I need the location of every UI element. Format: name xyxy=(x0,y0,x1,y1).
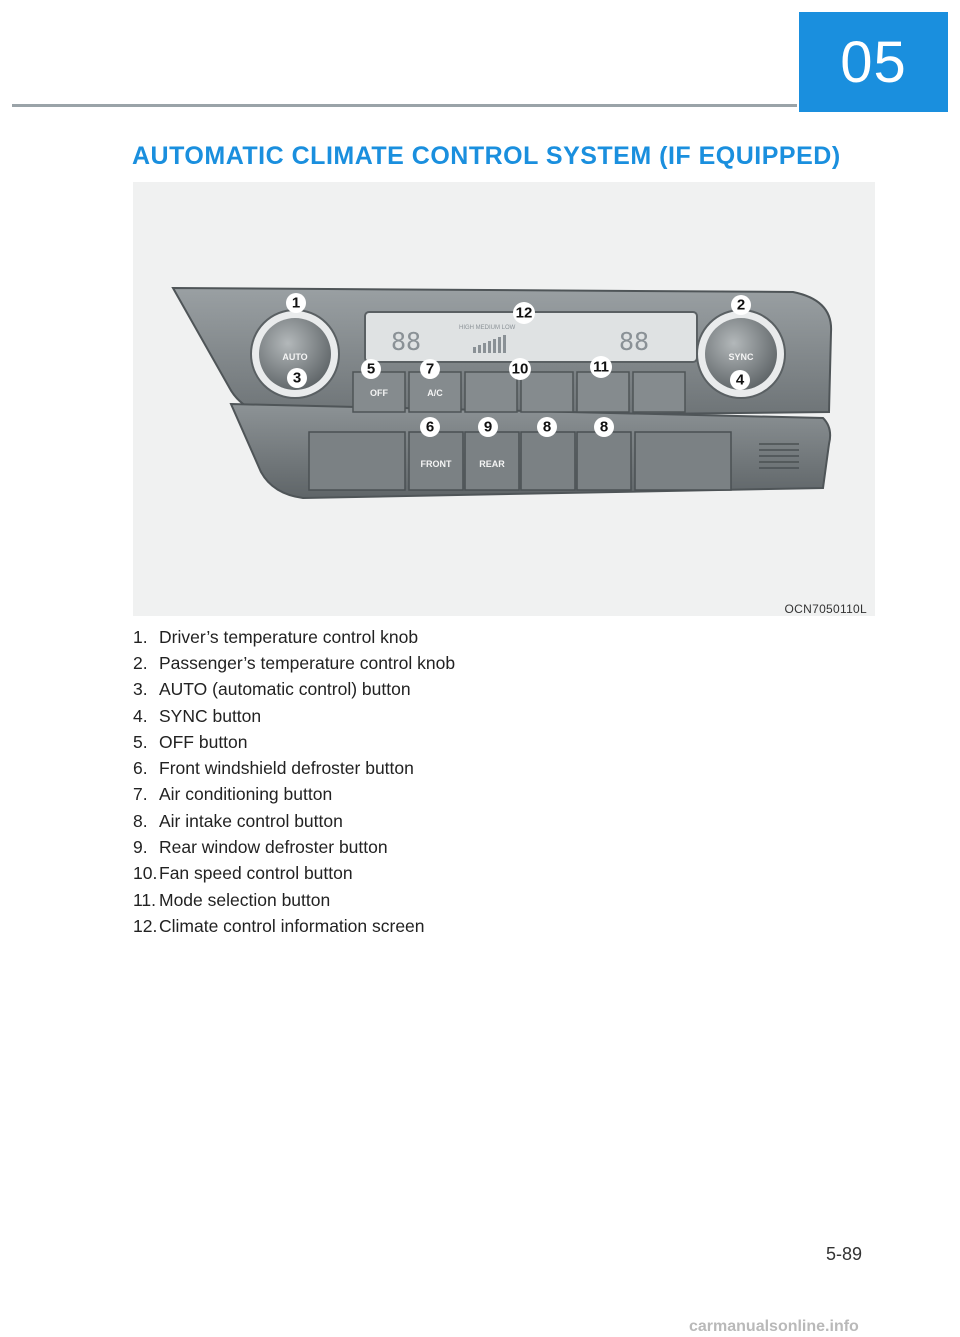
display-right-temp: 88 xyxy=(619,327,650,356)
mode-button-shape xyxy=(577,372,629,412)
list-item-number: 12. xyxy=(133,915,158,936)
figure-code: OCN7050110L xyxy=(784,602,867,616)
list-item-text: Front windshield defroster button xyxy=(159,758,414,779)
section-title: AUTOMATIC CLIMATE CONTROL SYSTEM (IF EQUIPPED) xyxy=(132,142,841,170)
list-item-number: 10. xyxy=(133,863,158,884)
off-label: OFF xyxy=(370,388,388,398)
callout-marker: 6 xyxy=(425,418,435,436)
callout-marker: 8 xyxy=(542,418,552,436)
list-item-text: Fan speed control button xyxy=(159,863,353,884)
list-item-text: AUTO (automatic control) button xyxy=(159,679,411,700)
list-item-text: SYNC button xyxy=(159,705,262,726)
list-item xyxy=(133,729,455,755)
intake-recirc-button-shape xyxy=(577,432,631,490)
front-label: FRONT xyxy=(420,459,452,469)
watermark: carmanualsonline.info xyxy=(689,1318,859,1335)
list-item xyxy=(133,861,455,887)
display-fan-levels: HIGH MEDIUM LOW xyxy=(459,325,516,331)
list-item-text: Rear window defroster button xyxy=(159,837,388,858)
fan-up-button-shape xyxy=(521,372,573,412)
list-item-number: 8. xyxy=(133,810,148,831)
climate-panel-figure xyxy=(133,182,875,616)
list-item-text: Air conditioning button xyxy=(159,784,333,805)
lower-blank-right xyxy=(635,432,731,490)
list-item-text: Driver’s temperature control knob xyxy=(159,626,419,647)
climate-panel-illustration xyxy=(133,182,875,616)
callout-marker: 5 xyxy=(366,360,376,378)
list-item-text: Passenger’s temperature control knob xyxy=(159,652,456,673)
callout-marker: 9 xyxy=(483,418,493,436)
list-item-text: OFF button xyxy=(159,731,248,752)
list-item xyxy=(133,755,455,781)
list-item-number: 4. xyxy=(133,705,148,726)
list-item-number: 7. xyxy=(133,784,148,805)
list-item xyxy=(133,677,455,703)
list-item-number: 2. xyxy=(133,652,148,673)
list-item xyxy=(133,808,455,834)
ac-label: A/C xyxy=(427,388,443,398)
blank-button-shape xyxy=(633,372,685,412)
callout-marker: 8 xyxy=(599,418,609,436)
list-item xyxy=(133,887,455,913)
callout-list xyxy=(133,624,455,940)
callout-marker: 12 xyxy=(515,304,533,322)
list-item-number: 9. xyxy=(133,837,148,858)
list-item-number: 6. xyxy=(133,758,148,779)
callout-marker: 10 xyxy=(511,360,529,378)
intake-fresh-button-shape xyxy=(521,432,575,490)
list-item xyxy=(133,703,455,729)
list-item xyxy=(133,650,455,676)
fan-down-button-shape xyxy=(465,372,517,412)
callout-marker: 11 xyxy=(593,358,609,376)
list-item-text: Air intake control button xyxy=(159,810,343,831)
callout-marker: 3 xyxy=(292,369,302,387)
callout-marker: 4 xyxy=(735,371,745,389)
list-item-text: Mode selection button xyxy=(159,889,331,910)
lower-blank-left xyxy=(309,432,405,490)
list-item-number: 1. xyxy=(133,626,148,647)
display-left-temp: 88 xyxy=(391,327,422,356)
callout-marker: 7 xyxy=(425,360,435,378)
list-item-number: 3. xyxy=(133,679,148,700)
callout-marker: 1 xyxy=(291,294,301,312)
list-item xyxy=(133,834,455,860)
list-item xyxy=(133,913,455,939)
list-item-number: 11. xyxy=(133,889,157,910)
list-item xyxy=(133,782,455,808)
auto-label: AUTO xyxy=(282,352,308,362)
list-item-text: Climate control information screen xyxy=(159,915,425,936)
list-item xyxy=(133,624,455,650)
header-rule xyxy=(12,104,797,107)
chapter-tab: 05 xyxy=(799,12,948,112)
list-item-number: 5. xyxy=(133,731,148,752)
rear-label: REAR xyxy=(479,459,505,469)
callout-marker: 2 xyxy=(736,296,746,314)
sync-label: SYNC xyxy=(728,352,754,362)
page-number: 5-89 xyxy=(826,1244,863,1264)
